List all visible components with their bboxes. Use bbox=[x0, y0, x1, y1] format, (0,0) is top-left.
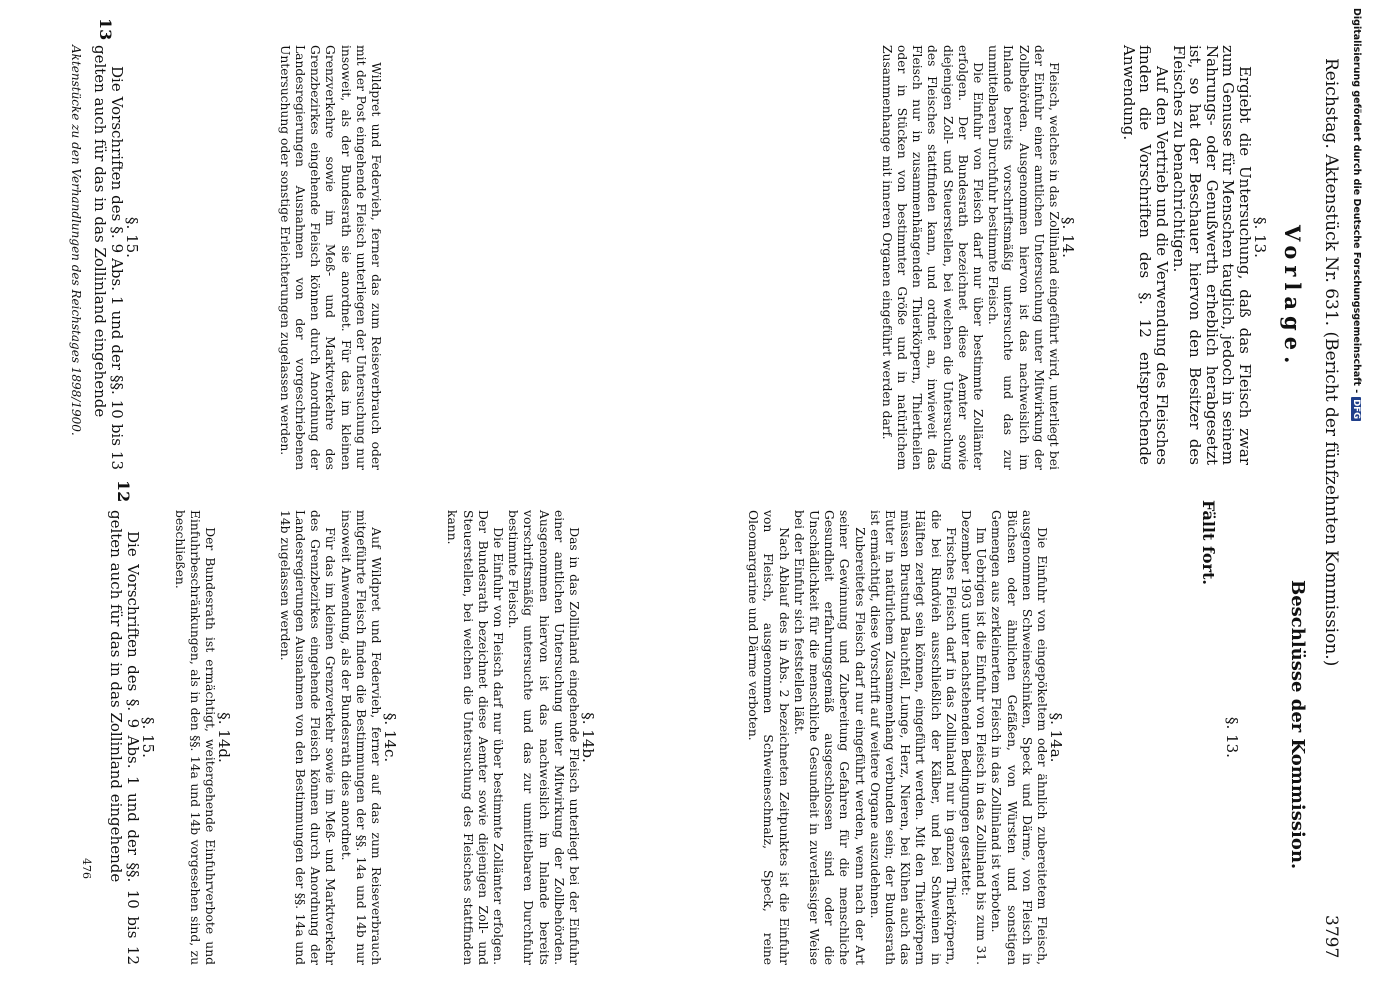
right-s13-text: Fällt fort. bbox=[1199, 500, 1218, 585]
right-s14c-heading: §. 14c. bbox=[381, 712, 399, 763]
left-s15-para: Die Vorschriften des §. 9 Abs. 1 und der §§. 10 bis 13 gelten auch für das in das Zollinland eingehende bbox=[91, 45, 126, 470]
running-header bbox=[1321, 58, 1341, 666]
right-s14a-heading: §. 14a. bbox=[1047, 712, 1065, 763]
right-s14a-text bbox=[745, 510, 1049, 965]
left-s13-para-1: Ergiebt die Untersuchung, daß das Fleisch zwar zum Genusse für Menschen tauglich, jedoch in seinem Nahrungs- oder Genußwerth erheblich herabgesetzt ist, so hat der Beschauer hiervon den Besitzer des Fleisches zu benachrichtigen. bbox=[1169, 45, 1254, 465]
dfg-logo: DFG bbox=[1351, 399, 1361, 420]
left-s14-para-2: Die Einfuhr von Fleisch darf nur über bestimmte Zollämter erfolgen. Der Bundesrath bezeichnet diese Aemter sowie diejenigen Zoll- und Steuerstellen, bei welchen die Untersuchung des Fleisches stattfinden kann, und ordnet an, inwieweit das Fleisch nur in zusammenhängenden Thierkörpern, Thiertheilen oder in Stücken von bestimmter Größe und in natürlichem Zusammenhange mit inneren Organen eingeführt werden darf. bbox=[879, 45, 985, 470]
right-s14a-para-5: Nach Ablauf des in Abs. 2 bezeichneten Zeitpunktes ist die Einfuhr von Fleisch, ausgenommen Schweineschmalz, Speck, reine Oleomargarine und Därme verboten. bbox=[746, 510, 791, 965]
right-margin-number: 12 bbox=[114, 480, 133, 503]
sheet-number: 476 bbox=[80, 858, 93, 879]
right-s14b-heading: §. 14b. bbox=[579, 712, 597, 763]
right-s14d-heading: §. 14d. bbox=[215, 712, 233, 763]
right-s14c-para-2: Für das im kleinen Grenzverkehr sowie im Meß- und Marktverkehr des Grenzbezirkes eingehende Fleisch können durch Anordnung der Landesregierungen Ausnahmen von den Bestimmungen der §§. 14a und 14b zugelassen werden. bbox=[277, 510, 338, 965]
right-s14d-para: Der Bundesrath ist ermächtigt, weitergehende Einfuhrverbote und Einfuhrbeschränkungen, als in den §§. 14a und 14b vorgesehen sind, zu beschließen. bbox=[172, 510, 217, 965]
page-number: 3797 bbox=[1321, 915, 1341, 959]
left-s13-text bbox=[1120, 45, 1253, 465]
right-s14b-text bbox=[444, 510, 581, 965]
right-s14c-text bbox=[277, 510, 383, 965]
digitization-credit bbox=[1346, 8, 1362, 1008]
right-s14d-text bbox=[171, 510, 217, 965]
right-s14a-para-1: Die Einfuhr von eingepökeltem oder ähnlich zubereitetem Fleisch, ausgenommen Schweineschinken, Speck und Därme, von Fleisch in Büchsen oder ähnlichen Gefäßen, von Würsten und sonstigen Gemengen aus zerkleinertem Fleisch in das Zollinland ist verboten. bbox=[989, 510, 1049, 965]
right-s14a-para-2: Im Uebrigen ist die Einfuhr von Fleisch in das Zollinland bis zum 31. Dezember 1903 unter nachstehenden Bedingungen gestattet: bbox=[958, 510, 989, 965]
left-s14-heading: §. 14. bbox=[1059, 217, 1077, 258]
right-s15-text bbox=[108, 510, 141, 965]
page-footer: Aktenstücke zu den Verhandlungen des Reichstages 1898/1900. bbox=[69, 45, 83, 436]
right-s14a-para-4: Zubereitetes Fleisch darf nur eingeführt werden, wenn nach der Art seiner Gewinnung und Zubereitung Gefahren für die menschliche Gesundheit erfahrungsgemäß ausgeschlossen sind oder die Unschädlichkeit für die menschliche Gesundheit in zuverlässiger Weise bei der Einfuhr sich feststellen läßt. bbox=[791, 510, 867, 965]
left-s15-heading: §. 15. bbox=[123, 217, 141, 258]
right-s15-heading: §. 15. bbox=[139, 717, 157, 758]
left-margin-number: 13 bbox=[96, 18, 115, 41]
right-s14b-para-2: Die Einfuhr von Fleisch darf nur über bestimmte Zollämter erfolgen. Der Bundesrath bezeichnet diese Aemter sowie diejenigen Zoll- und Steuerstellen, bei welchen die Untersuchung des Fleisches stattfinden kann. bbox=[445, 510, 505, 965]
right-column-title: Beschlüsse der Kommission. bbox=[1287, 580, 1308, 870]
right-s14a-para-3: Frisches Fleisch darf in das Zollinland nur in ganzen Thierkörpern, die bei Rindvieh ausschließlich der Kälber, und bei Schweinen in Hälften zerlegt sein können, eingeführt werden. Mit den Thierkörpern müssen Brustund Bauchfell, Lunge, Herz, Nieren, bei Kühen auch das Euter in natürlichem Zusammenhang verbunden sein; der Bundesrath ist ermächtigt, diese Vorschrift auf weitere Organe auszudehnen. bbox=[867, 510, 958, 965]
left-s15-text bbox=[92, 45, 125, 470]
right-s14c-para-1: Auf Wildpret und Federvieh, ferner auf das zum Reiseverbrauch mitgeführte Fleisch finden die Bestimmungen der §§. 14a und 14b nur insoweit Anwendung, als der Bundesrath dies anordnet. bbox=[338, 510, 383, 965]
left-s13-para-2: Auf den Vertrieb und die Verwendung des Fleisches finden die Vorschriften des §. 12 entsprechende Anwendung. bbox=[1119, 45, 1172, 465]
left-wildpret-text bbox=[277, 45, 383, 470]
right-s13-heading: §. 13. bbox=[1223, 717, 1241, 758]
header-title: Reichstag. Aktenstück Nr. 631. (Bericht der fünfzehnten Kommission.) bbox=[1321, 58, 1341, 667]
left-wildpret-para: Wildpret und Federvieh, ferner das zum Reiseverbrauch oder mit der Post eingehende Fleisch unterliegen der Untersuchung nur insoweit, als der Bundesrath sie anordnet. Für das im kleinen Grenzverkehre sowie im Meß- und Marktverkehre des Grenzbezirkes eingehende Fleisch können durch Anordnung der Landesregierungen Ausnahmen von der vorgeschriebenen Untersuchung oder sonstige Erleichterungen zugelassen werden. bbox=[277, 45, 383, 470]
left-s14-text bbox=[879, 45, 1061, 470]
left-s13-heading: §. 13. bbox=[1251, 217, 1269, 258]
left-column-title: Vorlage. bbox=[1280, 225, 1305, 370]
left-s14-para-1: Fleisch, welches in das Zollinland eingeführt wird, unterliegt bei der Einfuhr einer amtlichen Untersuchung unter Mitwirkung der Zollbehörden. Ausgenommen hiervon ist das nachweislich im Inlande bereits vorschriftsmäßig untersuchte und das zur unmittelbaren Durchfuhr bestimmte Fleisch. bbox=[986, 45, 1061, 470]
credit-text: Digitalisierung gefördert durch die Deutsche Forschungsgemeinschaft - bbox=[1351, 8, 1362, 394]
right-s14b-para-1: Das in das Zollinland eingehende Fleisch unterliegt bei der Einfuhr einer amtlichen Untersuchung unter Mitwirkung der Zollbehörden. Ausgenommen hiervon ist das nachweislich im Inlande bereits vorschriftsmäßig untersuchte und das zur unmittelbaren Durchfuhr bestimmte Fleisch. bbox=[506, 510, 581, 965]
right-s15-para: Die Vorschriften des §. 9 Abs. 1 und der §§. 10 bis 12 gelten auch für das in das Zollinland eingehende bbox=[107, 510, 142, 965]
